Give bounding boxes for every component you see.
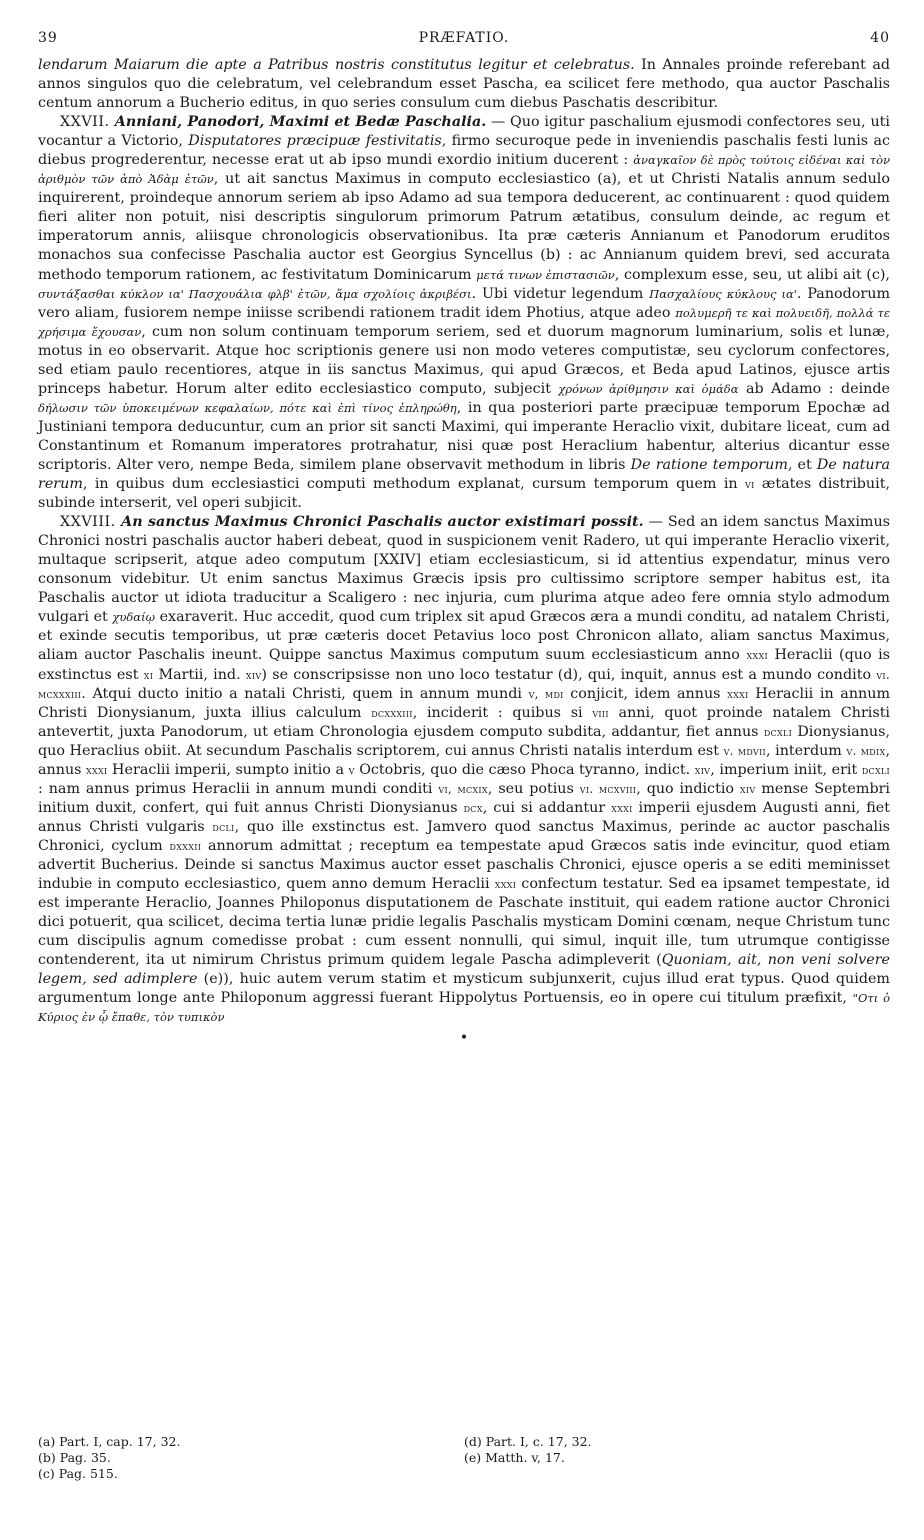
roman-numeral: dcxxxiii xyxy=(371,705,413,720)
roman-numeral: xxxi xyxy=(611,800,633,815)
page-number-right: 40 xyxy=(870,30,890,46)
greek-quote: χυδαίῳ xyxy=(112,610,155,625)
roman-numeral: dcxli xyxy=(861,762,891,777)
text-run: , firmo securoque pede in inveniendis paschalis festi lunis ac diebus progrederentur, necesse erat ut ab ipso mundi exordio initium ducerent : xyxy=(38,133,890,169)
text-run: , seu potius xyxy=(487,780,580,797)
italic-run: Disputatores præcipuæ festivitatis xyxy=(188,133,442,150)
text-run: , imperium iniit, erit xyxy=(710,761,862,778)
text-run: Octobris, quo die cæso Phoca tyranno, indict. xyxy=(354,761,695,778)
text-run: — Sed an idem sanctus Maximus Chronici nostri paschalis auctor haberi debeat, quod in suspicionem venit Radero, ut qui imperante Heraclio vixerit, multaque scripserit, atque adeo computum [XXIV] etiam ecclesiasticum, si id attentius expendatur, minus vero consonum videbitur. Ut enim sanctus Maximus Græcis ipsis pro cultissimo scriptore semper habitus est, ita Paschalis auctor ut idiota traducitur a Scaligero : nec injuria, cum plurima atque adeo fere omnia stylo admodum vulgari et xyxy=(38,514,890,626)
text-run: imperii ejusdem Augusti anni, fiet annus Christi vulgaris xyxy=(38,799,890,835)
text-run: annorum admittat ; receptum ea tempestate apud Græcos satis inde evincitur, quod etiam advertit Bucherius. Deinde si sanctus Maximus auctor esset paschalis Chronici, ejusce operis a se editi meminisset indubie in computo ecclesiastico, quem anno demum Heraclii xyxy=(38,837,891,893)
footnotes xyxy=(38,1434,890,1482)
italic-run: Quoniam, ait, non veni solvere legem, sed adimplere xyxy=(38,952,890,988)
text-run: Heraclii (quo is exstinctus est xyxy=(38,647,890,683)
roman-numeral: xxxi xyxy=(494,877,517,892)
section-number: XXVIII. xyxy=(60,514,116,531)
greek-quote: πολυμερῆ τε καὶ πολυειδῆ, πολλά τε χρήσιμα ἔχουσαν xyxy=(38,305,890,339)
roman-numeral: vi xyxy=(745,477,755,492)
text-run: (e)), huic autem verum statim et mysticum subjunxerit, cujus illud erat typus. Quod quidem argumentum longe ante Philoponum aggressi fuerant Hippolytus Portuensis, eo in opere cui titulum præfixit, xyxy=(38,971,890,1007)
text-run: , cum non solum continuam temporum seriem, sed et duorum magnorum luminarium, solis et lunæ, motus in eo observarit. Atque hoc scriptionis genere usi non modo veteres computistæ, seu cyclorum confectores, sed etiam paulo recentiores, atque in iis sanctus Maximus, qui apud Græcos, et Beda apud Latinos, ejusce artis princeps habetur. Horum alter edito ecclesiastico computo, subjecit xyxy=(38,323,890,397)
roman-numeral: dcx xyxy=(463,800,483,815)
section-xxvii xyxy=(38,113,890,513)
greek-quote: ἀναγκαῖον δὲ πρὸς τούτοις εἰδέναι καὶ τὸν ἀριθμὸν τῶν ἀπὸ Ἀδὰμ ἐτῶν xyxy=(38,153,891,187)
page xyxy=(38,30,890,1520)
roman-numeral: dcxli xyxy=(763,724,793,739)
section-xxviii xyxy=(38,513,890,1027)
roman-numeral: xxxi xyxy=(727,686,749,701)
roman-numeral: viii xyxy=(592,705,609,720)
text-run: , inciderit : quibus si xyxy=(412,704,593,721)
italic-run: De natura rerum xyxy=(38,456,890,493)
greek-quote: δήλωσιν τῶν ὑποκειμένων κεφαλαίων, πότε καὶ ἐπὶ τίνος ἐπληρώθη xyxy=(38,400,457,415)
text-run: . Atqui ducto initio a natali Christi, quem in annum mundi xyxy=(81,685,529,702)
footnote: (e) Matth. v, 17. xyxy=(464,1450,565,1465)
section-number: XXVII. xyxy=(60,114,110,131)
roman-numeral: vi. mcxxxiii xyxy=(38,667,890,701)
bullet-marker: • xyxy=(459,1030,469,1047)
text-run: , quo indictio xyxy=(636,780,740,797)
roman-numeral: v. mdix xyxy=(846,743,886,758)
text-run: Heraclii imperii, sumpto initio a xyxy=(107,761,349,778)
running-title: PRÆFATIO. xyxy=(418,30,510,46)
text-run: , in qua posteriori parte præcipuæ temporum Epochæ ad Justiniani tempora deducuntur, cum an prior sit sancti Maximi, qui imperante Heraclio vixit, dubitare liceat, cum ad Constantinum et Romanum imperatores protrahatur, nisi quæ post Heraclium habentur, alterius dicantur esse scriptoris. Alter vero, nempe Beda, similem plane observavit methodum in libris xyxy=(38,399,891,473)
greek-quote: Πασχαλίους κύκλους ια' xyxy=(649,286,797,301)
text-run: , annus xyxy=(38,742,891,778)
text-run: Martii, ind. xyxy=(153,666,246,683)
text-run: ) se conscripsisse non uno loco testatur (d), qui, inquit, annus est a mundo condito xyxy=(261,666,877,683)
roman-numeral: xiv xyxy=(245,667,262,682)
paragraph-continuation xyxy=(38,56,890,113)
greek-quote: "Οτι ὁ Κύριος ἐν ᾧ ἔπαθε, τὸν τυπικὸν xyxy=(38,991,891,1025)
text-run: , in quibus dum ecclesiastici computi methodum explanat, cursum temporum quem in xyxy=(82,476,746,493)
footnotes-left-column xyxy=(38,1434,464,1482)
text-run: . Ubi videtur legendum xyxy=(471,285,650,302)
text-run: ab Adamo : deinde xyxy=(738,380,891,397)
text-run: exaraverit. Huc accedit, quod cum triplex sit apud Græcos æra a mundi conditu, ad natalem Christi, et exinde secutis temporibus, ut præ cæteris docet Petavius loco post Chronicon allato, aliam sanctus Maximus, aliam auctor Paschalis ineunt. Quippe sanctus Maximus computum suum ecclesiasticum anno xyxy=(38,609,890,664)
greek-quote: συντάξασθαι κύκλον ια' Πασχουάλια φλβ' ἐτῶν, ἅμα σχολίοις ἀκριβέσι xyxy=(38,286,472,301)
roman-numeral: xxxi xyxy=(86,762,108,777)
roman-numeral: xiv xyxy=(694,762,711,777)
text-run: ætates distribuit, subinde interserit, vel operi subjicit. xyxy=(38,476,890,512)
section-title: Anniani, Panodori, Maximi et Bedæ Paschalia. xyxy=(109,114,487,131)
greek-quote: χρόνων ἀρίθμησιν καὶ ὁμάδα xyxy=(558,381,739,396)
footnotes-right-column xyxy=(464,1434,890,1482)
roman-numeral: dxxxii xyxy=(169,838,202,853)
text-run: . Panodorum vero aliam, fusiorem nempe iniisse scribendi rationem tradit idem Photius, atque adeo xyxy=(38,285,891,321)
roman-numeral: xxxi xyxy=(746,648,768,663)
roman-numeral: vi, mcxix xyxy=(438,781,488,796)
text-run: , complexum esse, seu, ut alibi ait (c), xyxy=(614,266,890,283)
text-run: : nam annus primus Heraclii in annum mundi conditi xyxy=(38,780,439,797)
section-title: An sanctus Maximus Chronici Paschalis auctor existimari possit. xyxy=(115,514,644,531)
roman-numeral: v, mdi xyxy=(528,686,564,701)
text-run: , et xyxy=(787,456,817,473)
footnote: (c) Pag. 515. xyxy=(38,1466,118,1481)
text-run: , cui si addantur xyxy=(482,799,612,816)
text-run: lendarum Maiarum die apte a Patribus nostris constitutus legitur et celebratus. xyxy=(38,57,635,73)
running-header xyxy=(38,30,890,56)
text-run: anni, quot proinde natalem Christi antevertit, juxta Panodorum, ut etiam Chronologia ejusdem computo subdita, addantur, fiet annus xyxy=(38,704,891,740)
roman-numeral: xiv xyxy=(739,781,756,796)
text-run: — Quo igitur paschalium ejusmodi confectores seu, uti vocantur a Victorio, xyxy=(38,114,890,150)
text-run: Dionysianus, quo Heraclius obiit. At secundum Paschalis scriptorem, cui annus Christi natalis interdum est xyxy=(38,723,891,759)
text-run: mense Septembri initium duxit, confert, qui fuit annus Christi Dionysianus xyxy=(38,780,891,816)
footnote: (a) Part. I, cap. 17, 32. xyxy=(38,1434,181,1449)
roman-numeral: vi. mcxviii xyxy=(579,781,637,796)
footnote: (b) Pag. 35. xyxy=(38,1450,111,1465)
page-number-left: 39 xyxy=(38,30,58,46)
text-run: In Annales proinde referebant ad annos singulos quo die celebratum, vel celebrandum esset Pascha, ea scilicet fere methodo, qua auctor Paschalis centum annorum a Bucherio editus, in quo series consulum cum diebus Paschatis describitur. xyxy=(38,57,890,112)
main-text xyxy=(38,56,890,1047)
text-run: , ut ait sanctus Maximus in computo ecclesiastico (a), et ut Christi Natalis annum sedulo inquirerent, proindeque annorum seriem ab ipso Adamo ad sua tempora deducerent, ac continuarent : quod quidem fieri aliter non potuit, nisi descriptis singulorum primorum Patrum ætatibus, consulum deinde, ac regum et imperatorum annis, aliisque chronologicis observationibus. Ita præ cæteris Annianum et Panodorum eruditos monachos sua confecisse Paschalia auctor est Georgius Syncellus (b) : ac Annianum quidem brevi, sed accurata methodo temporum rationem, ac festivitatum Dominicarum xyxy=(38,171,890,283)
text-run: conjicit, idem annus xyxy=(563,685,728,702)
italic-run: De ratione temporum xyxy=(630,456,788,473)
footnote: (d) Part. I, c. 17, 32. xyxy=(464,1434,592,1449)
text-run: confectum testatur. Sed ea ipsamet tempestate, id est imperante Heraclio, Joannes Philoponus disputationem de Paschate instituit, qui eadem ratione auctor Chronici dici potuerit, qua scilicet, decima tertia lunæ pridie legalis Paschalis mysticam Domini cœnam, neque Christum tunc cum discipulis agnum comedisse probat : cum essent nonnulli, qui simul, inquit ille, tum utrumque contigisse contenderent, ita ut nimirum Christus primum quidem legale Pascha adimpleverit ( xyxy=(38,876,890,969)
text-run: , interdum xyxy=(766,742,847,759)
roman-numeral: v xyxy=(348,762,355,777)
roman-numeral: dcli xyxy=(212,819,235,834)
text-run: , quo ille exstinctus est. Jamvero quod sanctus Maximus, perinde ac auctor paschalis Chronici, cyclum xyxy=(38,818,890,854)
roman-numeral: xi xyxy=(143,667,154,682)
roman-numeral: v. mdvii xyxy=(723,743,766,758)
text-run: Heraclii in annum Christi Dionysianum, juxta illius calculum xyxy=(38,685,891,721)
greek-quote: μετά τινων ἐπιστασιῶν xyxy=(476,267,615,282)
